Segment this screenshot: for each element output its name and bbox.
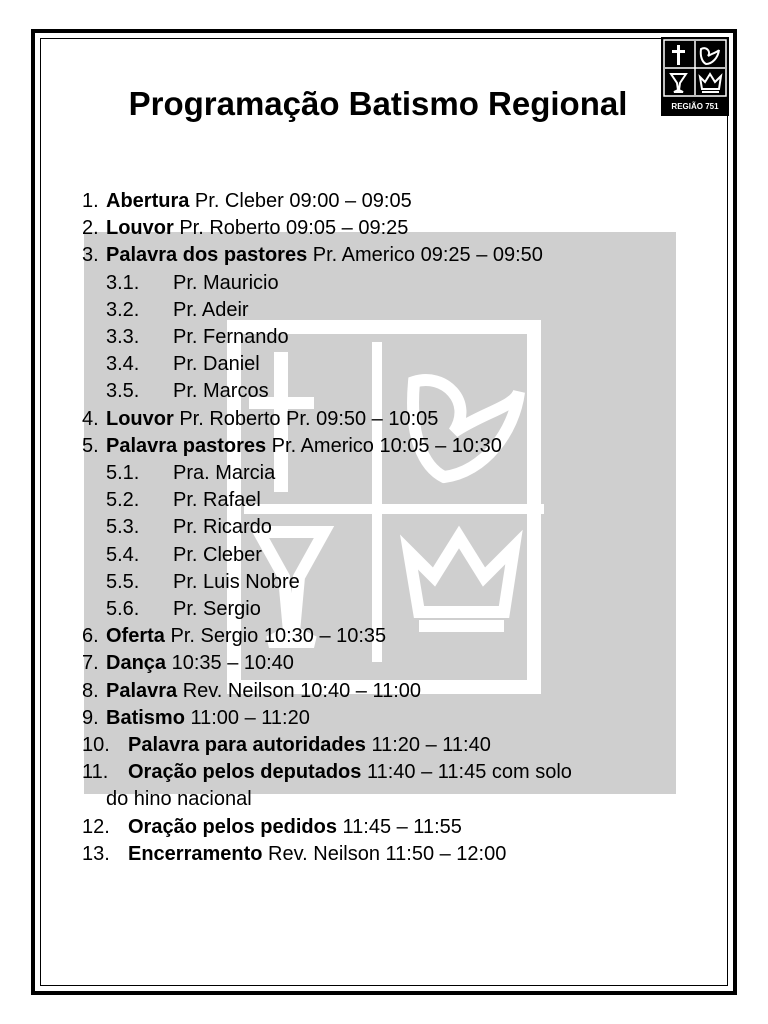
program-item <box>82 623 682 650</box>
item-number: 5.2. <box>106 489 140 512</box>
program-subitem <box>82 460 682 487</box>
item-label: Oferta <box>106 625 165 648</box>
item-detail: Pr. Ricardo <box>173 516 272 539</box>
item-number: 1. <box>82 190 99 212</box>
item-continuation: do hino nacional <box>106 788 252 811</box>
item-number: 12. <box>82 815 110 838</box>
item-detail: Pr. Marcos <box>173 380 269 403</box>
item-detail: Pr. Roberto 09:05 – 09:25 <box>173 217 409 240</box>
item-label: Palavra dos pastores <box>106 244 308 267</box>
item-number: 2. <box>82 217 99 240</box>
item-label: Palavra <box>106 679 178 702</box>
item-number: 3.1. <box>106 271 140 294</box>
item-number: 9. <box>82 706 99 729</box>
item-number: 5.4. <box>106 543 140 566</box>
program-item <box>82 188 682 215</box>
item-detail: Pr. Americo 10:05 – 10:30 <box>266 434 502 457</box>
item-detail: Pr. Cleber <box>173 543 262 566</box>
item-detail: Rev. Neilson 10:40 – 11:00 <box>177 679 422 702</box>
item-detail: 11:00 – 11:20 <box>184 706 310 729</box>
page-title: Programação Batismo Regional <box>128 85 628 122</box>
item-number: 5.5. <box>106 570 140 593</box>
program-subitem <box>82 514 682 541</box>
item-number: 5. <box>82 434 99 457</box>
program-subitem <box>82 378 682 405</box>
item-label: Abertura <box>106 190 190 212</box>
program-item <box>82 759 682 786</box>
item-detail: Pr. Americo 09:25 – 09:50 <box>307 244 543 267</box>
program-subitem <box>82 542 682 569</box>
item-detail: 11:45 – 11:55 <box>336 815 462 838</box>
item-number: 3.5. <box>106 380 140 403</box>
program-item <box>82 841 682 868</box>
program-item <box>82 215 682 242</box>
item-label: Louvor <box>106 217 174 240</box>
item-number: 5.3. <box>106 516 140 539</box>
item-detail: Pr. Adeir <box>173 298 249 321</box>
item-label: Oração pelos deputados <box>128 761 362 784</box>
item-detail: 10:35 – 10:40 <box>166 652 294 675</box>
item-detail: Pr. Mauricio <box>173 271 279 294</box>
program-subitem <box>82 569 682 596</box>
program-subitem <box>82 324 682 351</box>
item-label: Oração pelos pedidos <box>128 815 337 838</box>
item-number: 8. <box>82 679 99 702</box>
item-detail: Pr. Rafael <box>173 489 261 512</box>
item-label: Palavra pastores <box>106 434 267 457</box>
item-detail: Pr. Sergio 10:30 – 10:35 <box>164 625 387 648</box>
item-label: Palavra para autoridades <box>128 734 366 757</box>
item-label: Encerramento <box>128 842 263 865</box>
item-number: 5.6. <box>106 598 140 621</box>
program-subitem <box>82 297 682 324</box>
item-detail: Pr. Roberto Pr. 09:50 – 10:05 <box>173 407 439 430</box>
item-detail: Pr. Cleber 09:00 – 09:05 <box>189 190 412 212</box>
item-number: 10. <box>82 734 110 757</box>
item-detail: 11:40 – 11:45 com solo <box>361 761 572 784</box>
logo-caption: REGIÃO 751 <box>671 102 719 111</box>
program-item <box>82 650 682 677</box>
item-number: 5.1. <box>106 462 140 485</box>
item-label: Dança <box>106 652 167 675</box>
item-detail: Pr. Daniel <box>173 353 260 376</box>
item-detail: Rev. Neilson 11:50 – 12:00 <box>262 842 507 865</box>
program-item <box>82 705 682 732</box>
item-detail: Pr. Fernando <box>173 326 289 349</box>
program-item <box>82 732 682 759</box>
item-number: 7. <box>82 652 99 675</box>
program-item <box>82 242 682 269</box>
item-number: 3.4. <box>106 353 140 376</box>
program-subitem <box>82 351 682 378</box>
item-number: 11. <box>82 761 109 784</box>
program-subitem <box>82 270 682 297</box>
item-number: 3.2. <box>106 298 140 321</box>
item-detail: Pr. Sergio <box>173 598 261 621</box>
item-label: Louvor <box>106 407 174 430</box>
item-detail: Pr. Luis Nobre <box>173 570 300 593</box>
item-detail: Pra. Marcia <box>173 462 276 485</box>
program-list <box>82 188 682 868</box>
program-subitem <box>82 596 682 623</box>
item-number: 6. <box>82 625 99 648</box>
item-number: 3.3. <box>106 326 140 349</box>
program-item <box>82 406 682 433</box>
program-item <box>82 678 682 705</box>
item-number: 13. <box>82 842 110 865</box>
program-item <box>82 814 682 841</box>
program-subitem <box>82 487 682 514</box>
item-number: 3. <box>82 244 99 267</box>
item-label: Batismo <box>106 706 185 729</box>
item-detail: 11:20 – 11:40 <box>365 734 491 757</box>
item-number: 4. <box>82 407 99 430</box>
program-item <box>82 433 682 460</box>
